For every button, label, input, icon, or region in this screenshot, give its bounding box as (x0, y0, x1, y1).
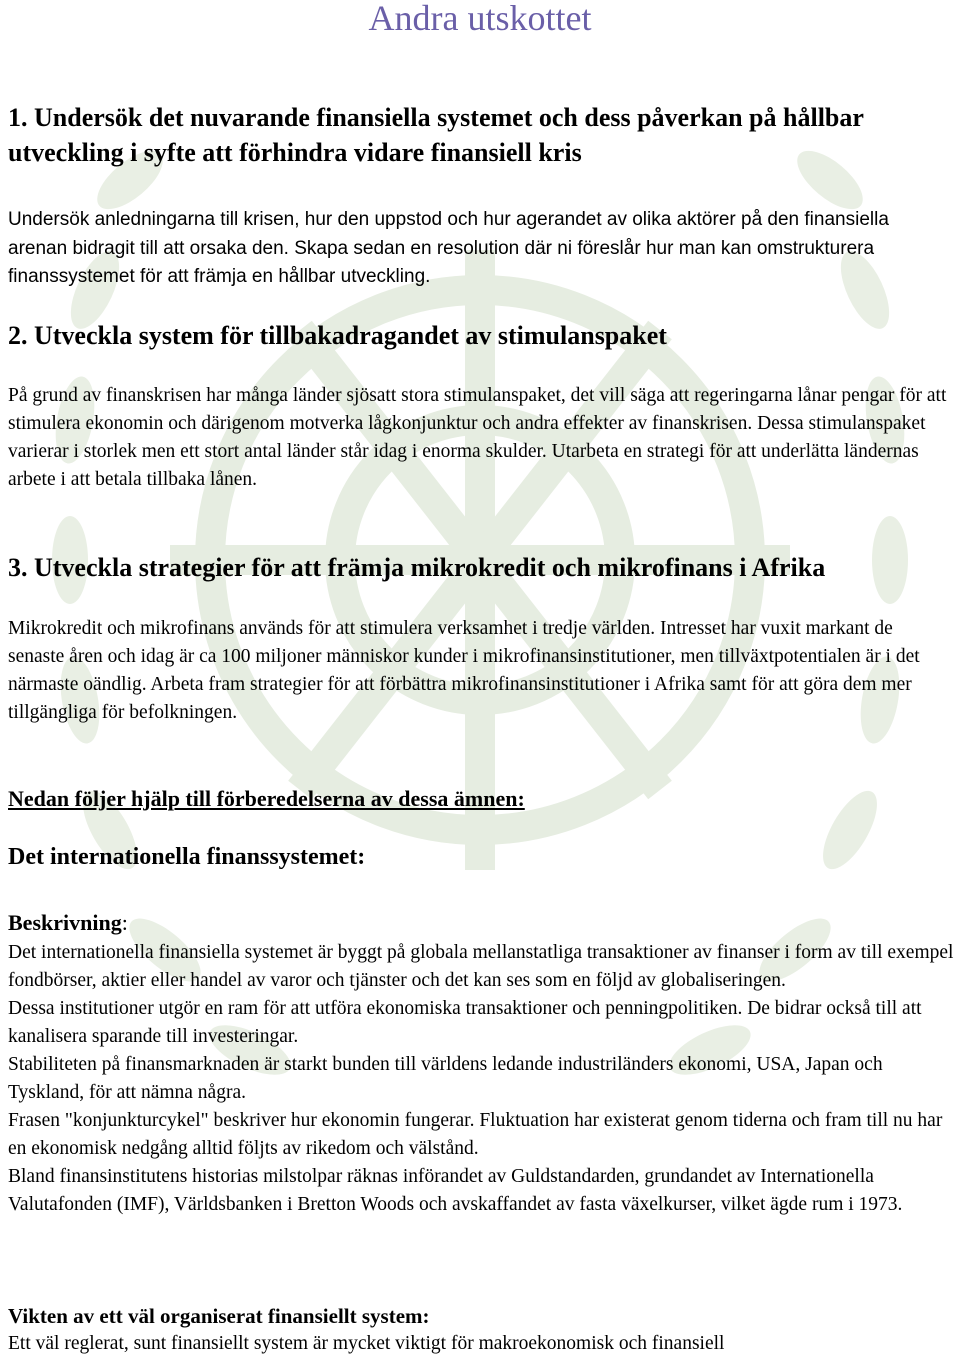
help-heading: Nedan följer hjälp till förberedelserna av dessa ämnen: (8, 786, 525, 811)
topic-3-heading (8, 550, 958, 585)
description-paragraph: Det internationella finansiella systemet är byggt på globala mellanstatliga transaktioner av finanser i form av till exempel fondbörser, aktier eller handel av varor och tjänster och det kan ses som en följd av globaliseringen. (8, 942, 954, 991)
sub-body: Ett väl reglerat, sunt finansiellt system är mycket viktigt för makroekonomisk och finansiell (8, 1333, 725, 1354)
topic-1-body-b: Skapa sedan en resolution där ni föreslår hur man kan omstrukturera finanssystemet för att främja en hållbar utveckling. (8, 237, 875, 287)
section-heading: Det internationella finanssystemet: (8, 844, 366, 870)
topic-2-title: Utveckla system för tillbakadragandet av stimulanspaket (34, 321, 667, 350)
description-paragraph: Dessa institutioner utgör en ram för att utföra ekonomiska transaktioner och penningpolitiken. De bidrar också till att kanalisera sparande till investeringar. (8, 998, 922, 1047)
topic-1-number: 1. (8, 103, 28, 132)
description-paragraph: Bland finansinstitutens historias milstolpar räknas införandet av Guldstandarden, grundandet av Internationella Valutafonden (IMF), Världsbanken i Bretton Woods och avskaffandet av fasta växelkurser, vilket ägde rum i 1973. (8, 1166, 903, 1215)
topic-2-number: 2. (8, 321, 28, 350)
topic-1-body-a: Undersök anledningarna till krisen, hur den uppstod och hur agerandet av olika aktörer på den finansiella arenan bidragit till att orsaka den. (8, 209, 889, 259)
description-label-colon: : (121, 910, 128, 935)
description-label (8, 908, 128, 938)
description-body (8, 939, 960, 1219)
description-label-text: Beskrivning (8, 910, 122, 935)
sub-heading: Vikten av ett väl organiserat finansiellt system: (8, 1304, 430, 1328)
topic-3-title: Utveckla strategier för att främja mikrokredit och mikrofinans i Afrika (34, 553, 826, 582)
page-title: Andra utskottet (368, 0, 592, 38)
topic-2-body: På grund av finanskrisen har många länder sjösatt stora stimulanspaket, det vill säga att regeringarna lånar pengar för att stimulera ekonomin och därigenom motverka lågkonjunktur och andra effekter av finanskrisen. Dessa stimulanspaket varierar i storlek men ett stort antal länder står idag i enorma skulder. Utarbeta en strategi för att underlätta ländernas arbete i att betala tillbaka lånen. (8, 385, 947, 490)
topic-2-heading (8, 318, 958, 353)
topic-1-body (8, 206, 943, 292)
description-paragraph: Stabiliteten på finansmarknaden är starkt bunden till världens ledande industriländers ekonomi, USA, Japan och Tyskland, för att nämna några. (8, 1054, 883, 1103)
topic-3-body: Mikrokredit och mikrofinans används för att stimulera verksamhet i tredje världen. Intresset har vuxit markant de senaste åren och idag är ca 100 miljoner människor kunder i mikrofinansinstitutioner, men tillväxtpotentialen är i det närmaste oändlig. Arbeta fram strategier för att förbättra mikrofinansinstitutioner i Afrika samt för att göra dem mer tillgängliga för befolkningen. (8, 618, 920, 723)
description-paragraph: Frasen "konjunkturcykel" beskriver hur ekonomin fungerar. Fluktuation har existerat genom tiderna och fram till nu har en ekonomisk nedgång alltid följts av rikedom och välstånd. (8, 1110, 943, 1159)
topic-1-title: Undersök det nuvarande finansiella systemet och dess påverkan på hållbar utveckling i syfte att förhindra vidare finansiell kris (8, 103, 864, 167)
topic-1-heading (8, 100, 958, 170)
topic-3-number: 3. (8, 553, 28, 582)
